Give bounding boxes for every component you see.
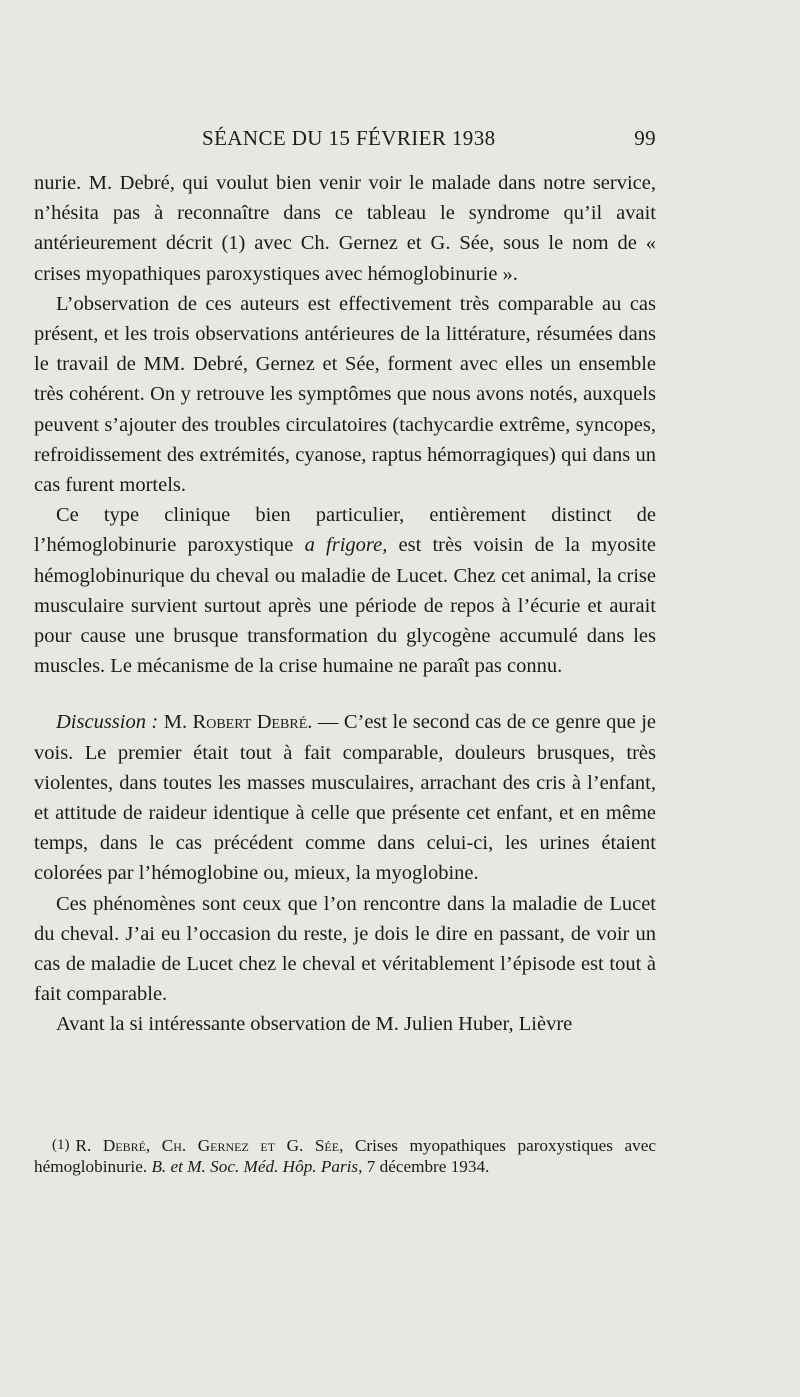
- body-text: [34, 168, 656, 1040]
- paragraph-3-part-2: est très voisin de la myosite hémoglobinurique du cheval ou maladie de Lucet. Chez cet animal, la crise musculaire survient surtout après une période de repos à l’écurie et aurait pour cause une brusque transformation du glycogène accumulé dans les muscles. Le mécanisme de la crise humaine ne paraît pas connu.: [34, 534, 656, 678]
- footnote: [34, 1135, 656, 1177]
- discussion-text: — C’est le second cas de ce genre que je vois. Le premier était tout à fait comparable, douleurs brusques, très violentes, dans toutes les masses musculaires, arrachant des cris à l’enfant, et attitude de raideur identique à celle que présente cet enfant, et en même temps, dans le cas précédent comme dans celui-ci, les urines étaient colorées par l’hémoglobine ou, mieux, la myoglobine.: [34, 711, 657, 885]
- paragraph-5: Ces phénomènes sont ceux que l’on rencontre dans la maladie de Lucet du cheval. J’ai eu l’occasion du reste, je dois le dire en passant, de voir un cas de maladie de Lucet chez le cheval et véritablement l’épisode est tout à fait comparable.: [34, 892, 656, 1006]
- footnote-label: (1): [52, 1137, 70, 1153]
- paragraph-2: L’observation de ces auteurs est effectivement très comparable au cas présent, et les trois observations antérieures de la littérature, résumées dans le travail de MM. Debré, Gernez et Sée, forment avec elles un ensemble très cohérent. On y retrouve les symptômes que nous avons notés, auxquels peuvent s’ajouter des troubles circulatoires (tachycardie extrême, syncopes, refroidissement des extrémités, cyanose, raptus hémorragiques) qui dans un cas furent mortels.: [34, 292, 656, 497]
- page-number: 99: [634, 126, 656, 150]
- footnote-date: 7 décembre 1934.: [366, 1157, 490, 1176]
- paragraph-6: Avant la si intéressante observation de M. Julien Huber, Lièvre: [56, 1013, 573, 1036]
- paragraph-3: [34, 500, 656, 681]
- running-head: [34, 126, 654, 154]
- footnote-journal: B. et M. Soc. Méd. Hôp. Paris,: [151, 1157, 363, 1176]
- discussion-speaker-prefix: M.: [163, 711, 188, 734]
- paragraph-1: nurie. M. Debré, qui voulut bien venir voir le malade dans notre service, n’hésita pas à reconnaître dans ce tableau le syndrome qu’il avait antérieurement décrit (1) avec Ch. Gernez et G. Sée, sous le nom de « crises myopathiques paroxystiques avec hémoglobinurie ».: [34, 172, 656, 285]
- discussion-speaker: Robert Debré.: [192, 711, 313, 734]
- running-title: SÉANCE DU 15 FÉVRIER 1938: [202, 126, 496, 150]
- discussion-label: Discussion :: [56, 711, 159, 734]
- paragraph-3-part-1: Ce type clinique bien particulier, entièrement distinct de l’hémoglobinurie paroxystique: [34, 504, 656, 557]
- paragraph-3-italic-phrase: a frigore,: [304, 534, 388, 557]
- footnote-title: Crises myopathiques paroxystiques avec hémoglobinurie.: [34, 1136, 656, 1176]
- discussion-paragraph: [34, 707, 656, 888]
- footnote-authors: R. Debré, Ch. Gernez et G. Sée,: [75, 1136, 344, 1155]
